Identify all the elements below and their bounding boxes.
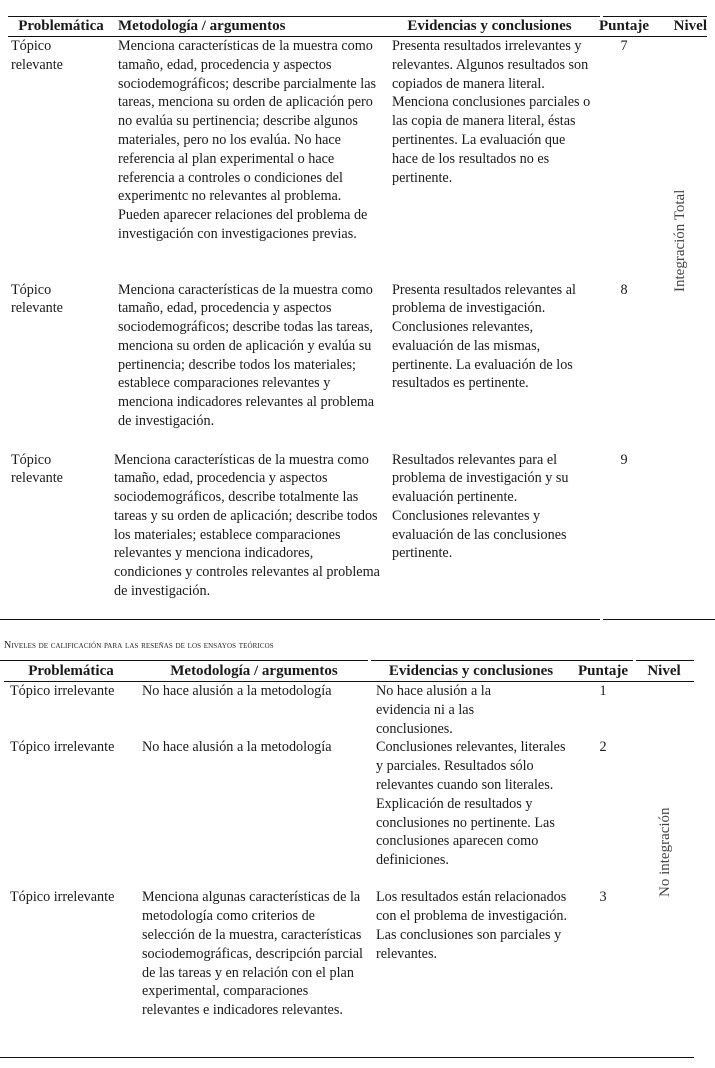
table-row [4, 888, 694, 1058]
metodologia-cell: No hace alusión a la metodología [142, 739, 332, 756]
metodologia-cell: No hace alusión a la metodología [142, 683, 332, 699]
col-header-nivel: Nivel [673, 18, 707, 34]
puntaje-cell: 8 [620, 281, 628, 298]
puntaje-cell: 7 [620, 38, 628, 54]
table-row [8, 37, 707, 281]
evidencias-cell: Los resultados están relacionados con el problema de investigación. Las conclusiones son parciales y relevantes. [376, 889, 568, 962]
problematica-cell: Tópico irrelevante [10, 739, 115, 756]
table2-rubric [4, 661, 694, 1058]
table-row [8, 451, 707, 621]
problematica-cell: Tópico relevante [11, 38, 63, 73]
level-cell [653, 37, 707, 621]
col-header-problematica: Problemática [18, 18, 104, 34]
level-label: No integración [657, 807, 673, 897]
metodologia-cell: Menciona algunas características de la metodología como criterios de selección de la muestra, características sociodemográficas, descripción parcial de las tareas y en relación con el plan experimental, comparaciones relevantes e indicadores relevantes. [142, 889, 363, 1019]
puntaje-cell: 1 [599, 683, 607, 699]
col-header-problematica: Problemática [28, 663, 114, 679]
table-row [8, 281, 707, 451]
table-row [4, 682, 694, 739]
col-header-puntaje: Puntaje [578, 663, 628, 679]
level-label: Integración Total [672, 189, 688, 292]
puntaje-cell: 9 [620, 451, 628, 468]
problematica-cell: Tópico relevante [11, 451, 63, 487]
metodologia-cell: Menciona características de la muestra como tamaño, edad, procedencia y aspectos sociodemográficos; describe todas las tareas, menciona su orden de aplicación y evalúa su pertinencia; describe todos los materiales; establece comparaciones relevantes y menciona indicadores relevantes al problema de investigación. [118, 281, 375, 430]
table2-caption: Niveles de calificación para las reseñas de los ensayos teóricos [4, 640, 274, 651]
problematica-cell: Tópico irrelevante [10, 889, 115, 906]
evidencias-cell: No hace alusión a la evidencia ni a las conclusiones. [376, 683, 492, 737]
metodologia-cell: Menciona características de la muestra como tamaño, edad, procedencia y aspectos sociodemográficos; describe parcialmente las tareas, menciona su orden de aplicación pero no evalúa su pertinencia; describe algunos materiales, pero no los evalúa. No hace referencia al plan experimental o hace referencia a controles o condiciones del experimentc no relevantes al problema. Pueden aparecer relaciones del problema de investigación con investigaciones previas. [118, 38, 377, 242]
evidencias-cell: Resultados relevantes para el problema de investigación y su evaluación pertinente. Conclusiones relevantes y evaluación de las conclusiones pertinente. [392, 451, 569, 562]
level-cell [634, 682, 694, 1059]
table-row [4, 738, 694, 888]
metodologia-cell: Menciona características de la muestra como tamaño, edad, procedencia y aspectos sociodemográficos, describe totalmente las tareas y su orden de aplicación; describe todos los materiales; establece comparaciones relevantes y menciona indicadores, condiciones y controles relevantes al problema de investigación. [114, 451, 380, 600]
evidencias-cell: Presenta resultados relevantes al problema de investigación. Conclusiones relevantes, evaluación de las mismas, pertinente. La evaluación de los resultados es pertinente. [392, 281, 576, 392]
table2-bottom-rule [0, 1057, 694, 1058]
col-header-puntaje: Puntaje [599, 18, 649, 34]
col-header-evidencias: Evidencias y conclusiones [388, 663, 554, 679]
col-header-evidencias: Evidencias y conclusiones [407, 18, 572, 34]
table1-bottom-rule [0, 619, 600, 620]
table2-header-row [4, 661, 694, 682]
puntaje-cell: 2 [599, 739, 607, 756]
col-header-metodologia: Metodología / argumentos [170, 663, 338, 679]
evidencias-cell: Presenta resultados irrelevantes y relevantes. Algunos resultados son copiados de manera literal. Menciona conclusiones parciales o las copia de manera literal, éstas pertinentes. La evaluación que hace de los resultados no es pertinente. [392, 38, 591, 186]
problematica-cell: Tópico irrelevante [10, 683, 115, 699]
col-header-metodologia: Metodología / argumentos [118, 18, 286, 34]
puntaje-cell: 3 [599, 889, 607, 906]
table1-rubric [8, 16, 707, 621]
table1-header-row [8, 16, 707, 37]
col-header-nivel: Nivel [647, 663, 681, 679]
problematica-cell: Tópico relevante [11, 281, 63, 317]
evidencias-cell: Conclusiones relevantes, literales y parciales. Resultados sólo relevantes cuando son literales. Explicación de resultados y conclusiones no pertinente. Las conclusiones aparecen como definiciones. [376, 739, 566, 869]
table1-bottom-rule-right [603, 619, 715, 620]
